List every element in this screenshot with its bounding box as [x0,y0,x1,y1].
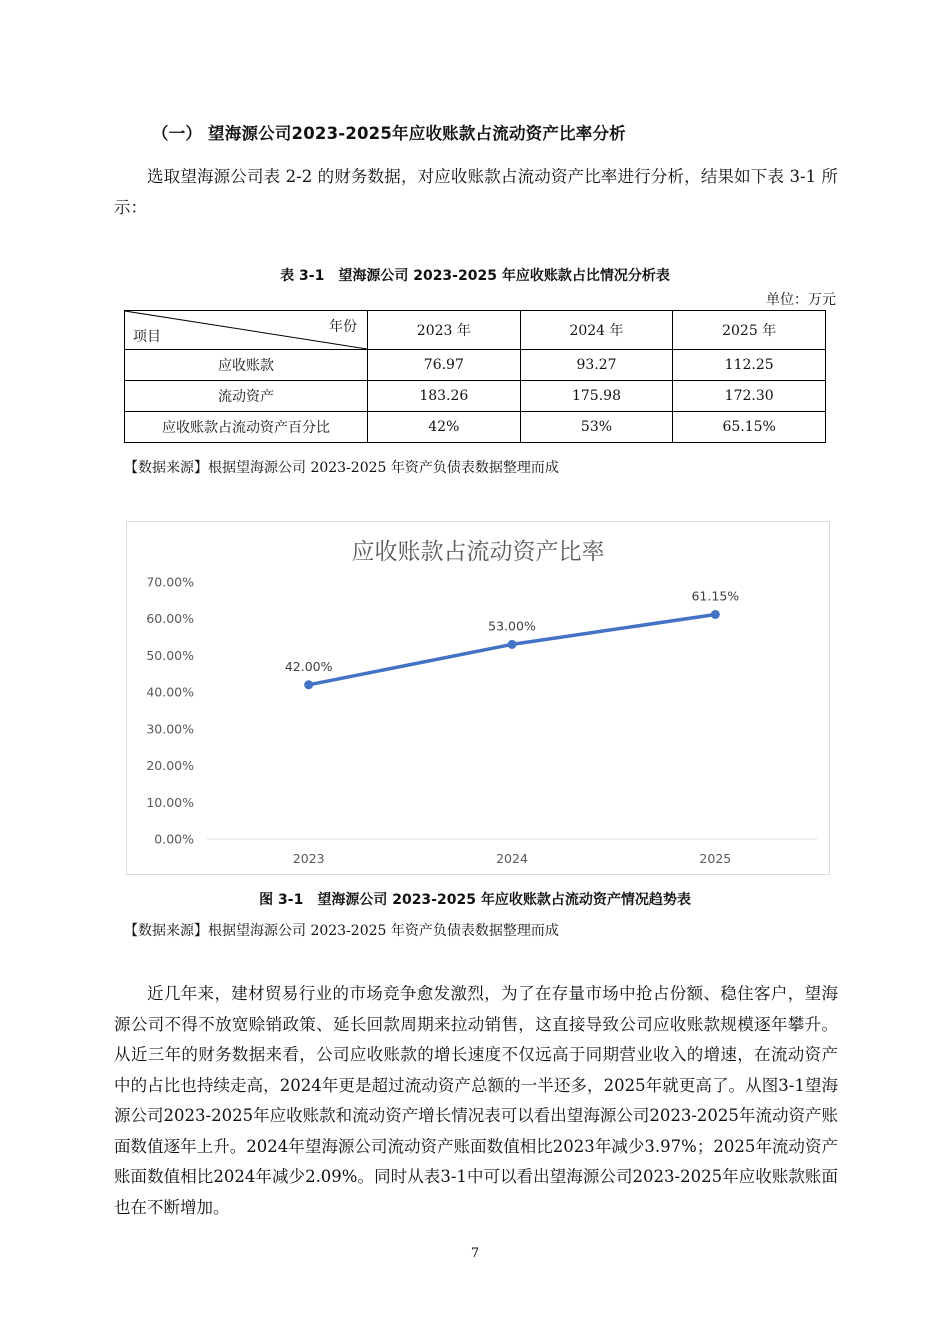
table-corner-cell [125,311,368,350]
ratio-table [124,310,826,443]
data-point [304,680,313,689]
table-cell: 172.30 [673,381,826,412]
ratio-chart [126,521,830,875]
table-row [125,381,826,412]
corner-label-item: 项目 [133,329,161,345]
section-heading: （一） 望海源公司2023-2025年应收账款占流动资产比率分析 [152,124,626,143]
y-tick-label: 0.00% [154,831,194,847]
column-header: 2023 年 [368,311,521,350]
data-point [711,610,720,619]
figure-source-note: 【数据来源】根据望海源公司 2023-2025 年资产负债表数据整理而成 [124,923,559,939]
table-cell: 183.26 [368,381,521,412]
chart-canvas [127,522,829,874]
data-label: 53.00% [488,618,536,634]
table-cell: 93.27 [520,350,673,381]
x-tick-label: 2025 [699,851,732,866]
y-tick-label: 10.00% [146,794,194,810]
table-cell: 112.25 [673,350,826,381]
table-unit: 单位：万元 [766,292,836,308]
column-header: 2025 年 [673,311,826,350]
row-label: 应收账款 [125,350,368,381]
y-tick-label: 70.00% [146,574,194,590]
x-tick-label: 2023 [292,851,325,866]
chart-title: 应收账款占流动资产比率 [351,539,605,565]
x-tick-label: 2024 [496,851,528,866]
data-label: 61.15% [691,588,740,604]
table-cell: 175.98 [520,381,673,412]
table-caption: 表 3-1 望海源公司 2023-2025 年应收账款占比情况分析表 [280,268,670,284]
page-number: 7 [470,1246,480,1261]
row-label: 应收账款占流动资产百分比 [125,412,368,443]
y-tick-label: 50.00% [146,647,194,663]
y-tick-label: 20.00% [146,758,194,774]
table-cell: 42% [368,412,521,443]
table-cell: 76.97 [368,350,521,381]
body-paragraph: 近几年来，建材贸易行业的市场竞争愈发激烈，为了在存量市场中抢占份额、稳住客户，望海源公司不得不放宽赊销政策、延长回款周期来拉动销售，这直接导致公司应收账款规模逐年攀升。从近三年的财务数据来看，公司应收账款的增长速度不仅远高于同期营业收入的增速，在流动资产中的占比也持续走高，2024年更是超过流动资产总额的一半还多，2025年就更高了。从图3-1望海源公司2023-2025年应收账款和流动资产增长情况表可以看出望海源公司2023-2025年流动资产账面数值逐年上升。2024年望海源公司流动资产账面数值相比2023年减少3.97%；2025年流动资产账面数值相比2024年减少2.09%。同时从表3-1中可以看出望海源公司2023-2025年应收账款账面也在不断增加。 [114,984,838,1217]
y-tick-label: 60.00% [146,611,194,627]
table-row [125,350,826,381]
table-source-note: 【数据来源】根据望海源公司 2023-2025 年资产负债表数据整理而成 [124,460,559,476]
y-tick-label: 40.00% [146,684,194,700]
data-point [508,640,517,649]
row-label: 流动资产 [125,381,368,412]
table-cell: 65.15% [673,412,826,443]
figure-caption: 图 3-1 望海源公司 2023-2025 年应收账款占流动资产情况趋势表 [259,892,691,908]
table-cell: 53% [520,412,673,443]
data-label: 42.00% [284,658,333,674]
table-header-row [125,311,826,350]
corner-label-year: 年份 [329,319,357,335]
intro-paragraph: 选取望海源公司表 2-2 的财务数据，对应收账款占流动资产比率进行分析，结果如下表 3-1 所示： [114,167,838,217]
column-header: 2024 年 [520,311,673,350]
y-tick-label: 30.00% [146,721,194,737]
table-row [125,412,826,443]
